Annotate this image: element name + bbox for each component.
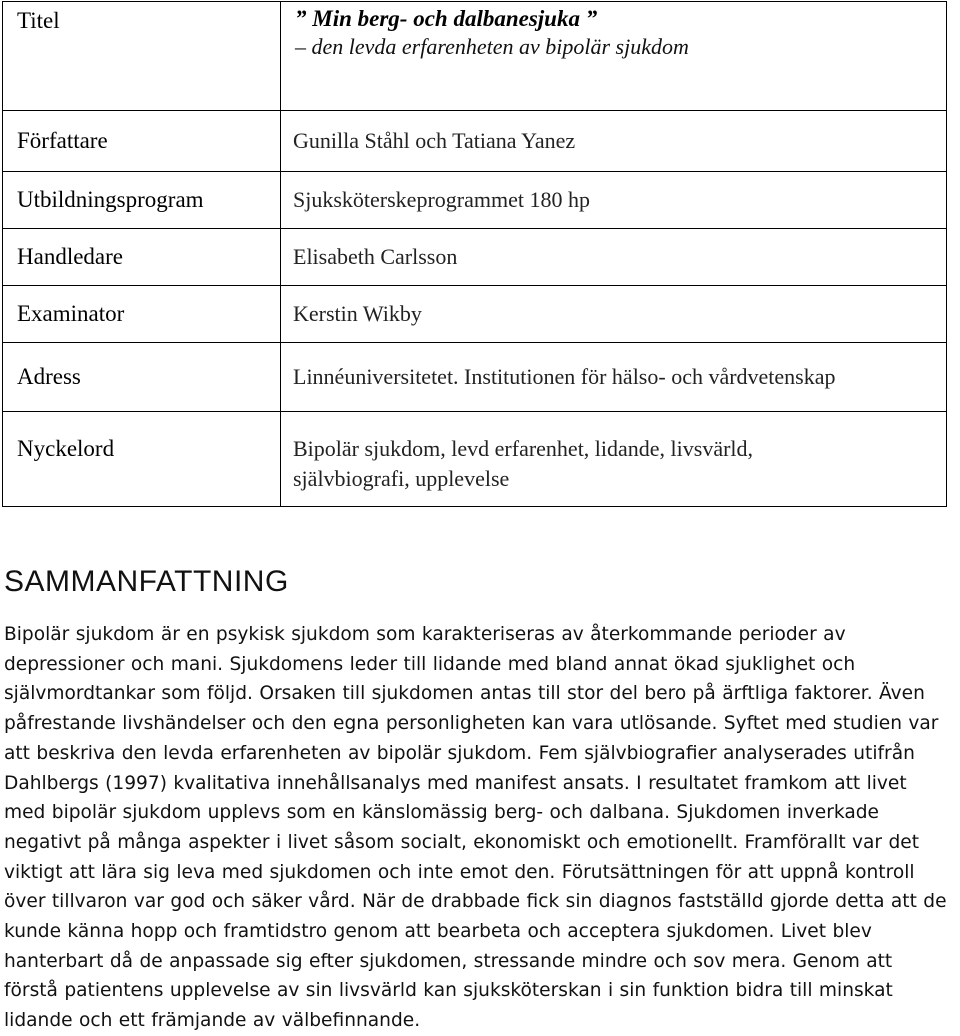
examiner-value: Kerstin Wikby (281, 286, 947, 343)
examiner-row (3, 286, 947, 343)
address-label: Adress (3, 343, 281, 412)
keywords-line-2: självbiografi, upplevelse (293, 466, 510, 491)
program-row (3, 172, 947, 229)
thesis-info-table (2, 1, 947, 507)
supervisor-label: Handledare (3, 229, 281, 286)
summary-heading: SAMMANFATTNING (4, 565, 289, 598)
examiner-label: Examinator (3, 286, 281, 343)
title-value (281, 2, 947, 111)
title-label: Titel (3, 2, 281, 111)
summary-text: Bipolär sjukdom är en psykisk sjukdom som karakteriseras av återkommande perioder av depressioner och mani. Sjukdomens leder till lidande med bland annat ökad sjuklighet och självmordtankar som följd. Orsaken till sjukdomen antas till stor del bero på ärftliga faktorer. Även påfrestande livshändelser och den egna personligheten kan vara utlösande. Syftet med studien var att beskriva den levda erfarenheten av bipolär sjukdom. Fem självbiografier analyserades utifrån Dahlbergs (1997) kvalitativa innehållsanalys med manifest ansats. I resultatet framkom att livet med bipolär sjukdom upplevs som en känslomässig berg- och dalbana. Sjukdomen inverkade negativt på många aspekter i livet såsom socialt, ekonomiskt och emotionellt. Framförallt var det viktigt att lära sig leva med sjukdomen och inte emot den. Förutsättningen för att uppnå kontroll över tillvaron var god och säker vård. När de drabbade fick sin diagnos fastställd gjorde detta att de kunde känna hopp och framtidstro genom att bearbeta och acceptera sjukdomen. Livet blev hanterbart då de anpassade sig efter sjukdomen, stressande mindre och sov mera. Genom att förstå patientens upplevelse av sin livsvärld kan sjuksköterskan i sin funktion bidra till minskat lidande och ett främjande av välbefinnande. (4, 624, 947, 1032)
thesis-title: ” Min berg- och dalbanesjuka ” (295, 6, 598, 31)
supervisor-value: Elisabeth Carlsson (281, 229, 947, 286)
author-row (3, 111, 947, 172)
author-value: Gunilla Ståhl och Tatiana Yanez (281, 111, 947, 172)
keywords-label: Nyckelord (3, 412, 281, 507)
program-value: Sjuksköterskeprogrammet 180 hp (281, 172, 947, 229)
title-row (3, 2, 947, 111)
author-label: Författare (3, 111, 281, 172)
keywords-row (3, 412, 947, 507)
supervisor-row (3, 229, 947, 286)
keywords-value (281, 412, 947, 507)
keywords-line-1: Bipolär sjukdom, levd erfarenhet, lidande, livsvärld, (293, 436, 754, 461)
thesis-subtitle: – den levda erfarenheten av bipolär sjukdom (295, 34, 689, 59)
address-value: Linnéuniversitetet. Institutionen för hälso- och vårdvetenskap (281, 343, 947, 412)
address-row (3, 343, 947, 412)
program-label: Utbildningsprogram (3, 172, 281, 229)
